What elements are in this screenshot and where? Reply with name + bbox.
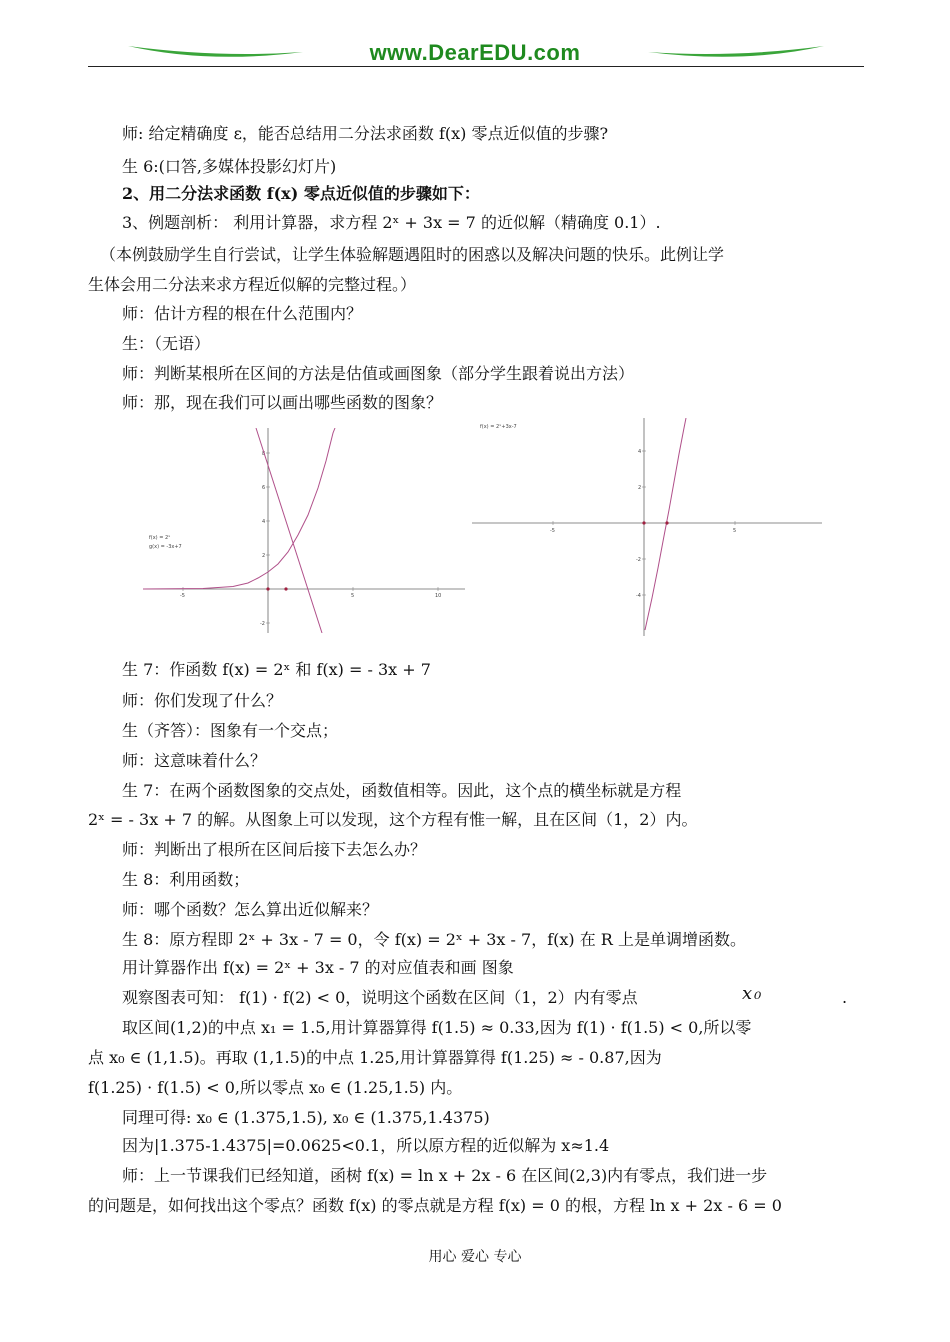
text-line: 生 8：原方程即 2ˣ + 3x - 7 = 0，令 f(x) = 2ˣ + 3x - 7，f(x) 在 R 上是单调增函数。 <box>122 930 746 949</box>
text-line: 师：上一节课我们已经知道，函树 f(x) = ln x + 2x - 6 在区间(2,3)内有零点，我们进一步 <box>122 1166 768 1185</box>
text-line: 生：（无语） <box>122 334 211 353</box>
text-line: 生 8：利用函数； <box>122 870 250 889</box>
text-line: 生 7：在两个函数图象的交点处，函数值相等。因此，这个点的横坐标就是方程 <box>122 781 682 800</box>
section-heading: 3、例题剖析： 利用计算器，求方程 2ˣ + 3x = 7 的近似解（精确度 0.1）. <box>122 213 661 232</box>
graph-exp-and-line <box>143 428 465 633</box>
linear-line <box>256 428 322 633</box>
text-line: 因为|1.375-1.4375|=0.0625<0.1，所以原方程的近似解为 x≈1.4 <box>122 1136 610 1155</box>
text-line: 取区间(1,2)的中点 x₁ = 1.5,用计算器算得 f(1.5) ≈ 0.33,因为 f(1) · f(1.5) < 0,所以零 <box>122 1018 752 1037</box>
x-tick-label: 10 <box>435 593 442 599</box>
legend-label: f(x) = 2ˣ <box>149 535 171 541</box>
exp-curve <box>143 428 335 589</box>
intercept-point <box>642 521 645 524</box>
y-tick-label: -2 <box>260 621 265 627</box>
text-line: f(1.25) · f(1.5) < 0,所以零点 x₀ ∈ (1.25,1.5) 内。 <box>88 1078 463 1097</box>
legend-label: f(x) = 2ˣ+3x-7 <box>480 424 517 430</box>
text-line: . <box>842 988 848 1007</box>
section-heading: 2、用二分法求函数 f(x) 零点近似值的步骤如下： <box>122 184 480 203</box>
site-logo-text: www.DearEDU.com <box>369 40 581 65</box>
text-line: 师：这意味着什么？ <box>122 751 267 770</box>
y-tick-label: -2 <box>636 557 641 563</box>
text-line: 点 x₀ ∈ (1,1.5)。再取 (1,1.5)的中点 1.25,用计算器算得 f(1.25) ≈ - 0.87,因为 <box>88 1048 662 1067</box>
text-line: 生体会用二分法来求方程近似解的完整过程。） <box>88 275 417 294</box>
text-line: （本例鼓励学生自行尝试，让学生体验解题遇阻时的困惑以及解决问题的快乐。此例让学 <box>100 245 725 264</box>
y-tick-label: 4 <box>262 519 266 525</box>
text-line: 师：判断出了根所在区间后接下去怎么办？ <box>122 840 427 859</box>
page-footer: 用心 爱心 专心 <box>428 1249 522 1265</box>
x-tick-label: 5 <box>733 528 737 534</box>
text-line: 用计算器作出 f(x) = 2ˣ + 3x - 7 的对应值表和画 图象 <box>122 958 514 977</box>
y-tick-label: 6 <box>262 485 266 491</box>
legend-label: g(x) = -3x+7 <box>149 544 182 550</box>
text-line: 师：那，现在我们可以画出哪些函数的图象？ <box>122 393 443 412</box>
text-line: 观察图表可知： f(1) · f(2) < 0，说明这个函数在区间（1，2）内有零点 <box>122 988 638 1007</box>
text-line: 师：估计方程的根在什么范围内？ <box>122 304 363 323</box>
graph-combined-function <box>472 418 822 636</box>
y-tick-label: 2 <box>262 553 266 559</box>
zero-symbol: x₀ <box>742 983 764 1004</box>
y-tick-label: 8 <box>262 451 266 457</box>
text-line: 师：判断某根所在区间的方法是估值或画图象（部分学生跟着说出方法） <box>122 364 635 383</box>
text-line: 师: 给定精确度 ε，能否总结用二分法求函数 f(x) 零点近似值的步骤? <box>122 124 609 143</box>
text-line: 师：哪个函数？怎么算出近似解来？ <box>122 900 379 919</box>
text-line: 师：你们发现了什么？ <box>122 691 283 710</box>
function-curve <box>645 418 686 630</box>
y-tick-label: -4 <box>636 593 641 599</box>
header-divider <box>88 66 864 67</box>
y-tick-label: 4 <box>638 449 642 455</box>
x-tick-label: 5 <box>351 593 355 599</box>
text-line: 2ˣ = - 3x + 7 的解。从图象上可以发现，这个方程有惟一解，且在区间（1，2）内。 <box>88 810 698 829</box>
x-tick-label: -5 <box>550 528 555 534</box>
root-point <box>284 587 287 590</box>
text-line: 生 6:(口答,多媒体投影幻灯片) <box>122 157 337 176</box>
text-line: 生（齐答）：图象有一个交点； <box>122 721 339 740</box>
text-line: 同理可得: x₀ ∈ (1.375,1.5), x₀ ∈ (1.375,1.4375) <box>122 1108 490 1127</box>
text-line: 生 7：作函数 f(x) = 2ˣ 和 f(x) = - 3x + 7 <box>122 660 431 679</box>
intercept-point <box>266 587 269 590</box>
root-point <box>665 521 668 524</box>
x-tick-label: -5 <box>180 593 185 599</box>
text-line: 的问题是，如何找出这个零点？函数 f(x) 的零点就是方程 f(x) = 0 的根，方程 ln x + 2x - 6 = 0 <box>88 1196 782 1215</box>
y-tick-label: 2 <box>638 485 642 491</box>
